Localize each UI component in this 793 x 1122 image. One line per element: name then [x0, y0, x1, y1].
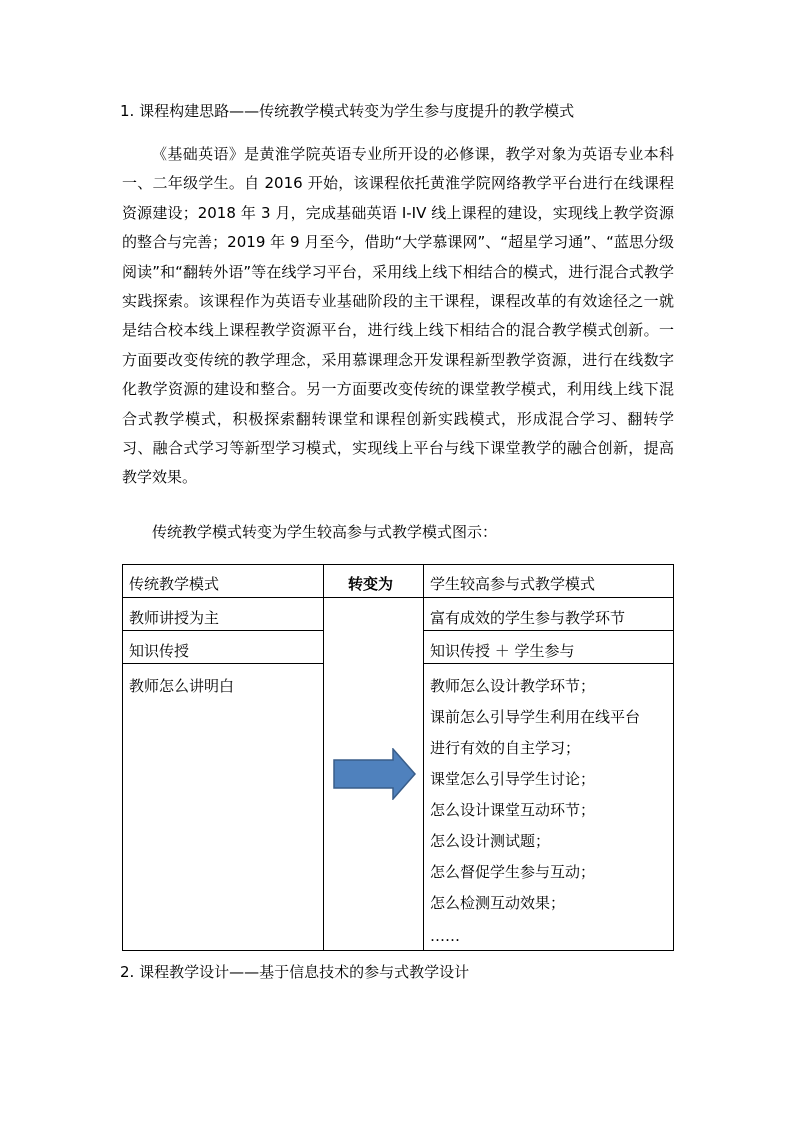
section1-paragraph: 《基础英语》是黄淮学院英语专业所开设的必修课，教学对象为英语专业本科一、二年级学生。自 2016 开始，该课程依托黄淮学院网络教学平台进行在线课程资源建设；2018 年 3 月，完成基础英语 I-IV 线上课程的建设，实现线上教学资源的整合与完善；2019 年 9 月至今，借助“大学慕课网”、“超星学习通”、“蓝思分级阅读”和“翻转外语”等在线学习平台，采用线上线下相结合的模式，进行混合式教学实践探索。该课程作为英语专业基础阶段的主干课程，课程改革的有效途径之一就是结合校本线上课程教学资源平台，进行线上线下相结合的混合教学模式创新。一方面要改变传统的教学理念，采用慕课理念开发课程新型教学资源，进行在线数字化教学资源的建设和整合。另一方面要改变传统的课堂教学模式，利用线上线下混合式教学模式，积极探索翻转课堂和课程创新实践模式，形成混合学习、翻转学习、融合式学习等新型学习模式，实现线上平台与线下课堂教学的融合创新，提高教学效果。: [122, 145, 674, 487]
center-header: 转变为: [348, 575, 394, 593]
right-list-item: 怎么设计测试题；: [430, 832, 551, 850]
right-list-item: 进行有效的自主学习；: [430, 739, 581, 757]
left-item: 教师怎么讲明白: [129, 677, 235, 695]
arrow-shape: [334, 749, 415, 799]
left-item: 知识传授: [129, 642, 190, 660]
right-list-item: ……: [430, 927, 460, 945]
left-row-line-1: [122, 630, 323, 631]
right-item: 富有成效的学生参与教学环节: [430, 609, 626, 627]
right-list-item: 教师怎么设计教学环节；: [430, 677, 596, 695]
right-header: 学生较高参与式教学模式: [430, 575, 596, 593]
table-border-bottom: [122, 950, 674, 951]
table-caption: 传统教学模式转变为学生较高参与式教学模式图示：: [152, 523, 498, 541]
table-border-left: [122, 564, 123, 951]
left-header: 传统教学模式: [129, 575, 220, 593]
table-border-right: [673, 564, 674, 951]
right-list-item: 怎么督促学生参与互动；: [430, 863, 596, 881]
right-list-item: 怎么检测互动效果；: [430, 894, 566, 912]
right-arrow-icon: [333, 748, 417, 800]
section1-heading: 1. 课程构建思路——传统教学模式转变为学生参与度提升的教学模式: [120, 102, 575, 120]
table-divider-2: [423, 564, 424, 951]
left-row-line-2: [122, 663, 323, 664]
right-row-line-1: [423, 630, 674, 631]
section2-heading: 2. 课程教学设计——基于信息技术的参与式教学设计: [120, 963, 470, 981]
right-row-line-2: [423, 663, 674, 664]
right-list-item: 课前怎么引导学生利用在线平台: [430, 708, 641, 726]
left-item: 教师讲授为主: [129, 609, 220, 627]
table-border-top: [122, 564, 674, 565]
transformation-table: [122, 564, 674, 951]
right-item: 知识传授 ＋ 学生参与: [430, 642, 575, 660]
right-list-item: 怎么设计课堂互动环节；: [430, 801, 596, 819]
table-divider-1: [323, 564, 324, 951]
right-list-item: 课堂怎么引导学生讨论；: [430, 770, 596, 788]
table-header-line: [122, 597, 674, 598]
